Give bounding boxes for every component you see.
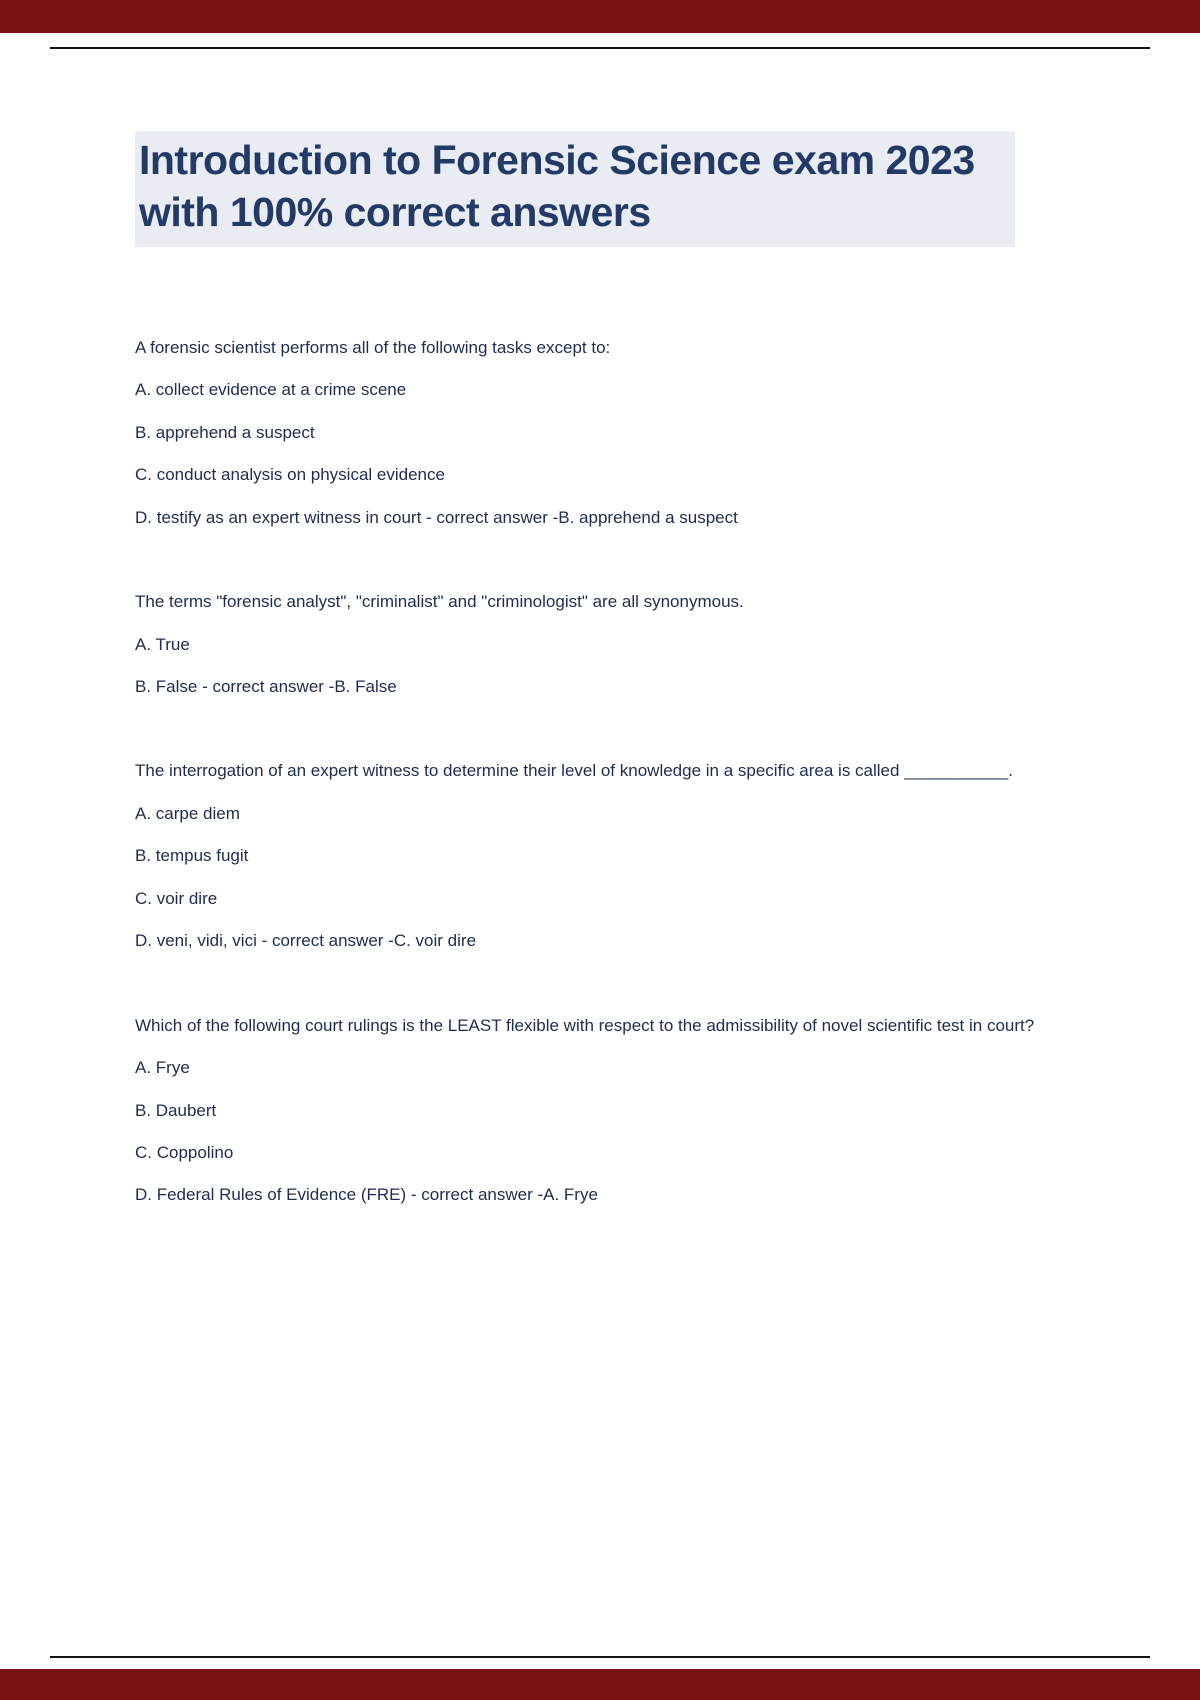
answer-option: B. tempus fugit — [135, 846, 249, 866]
answer-option: D. Federal Rules of Evidence (FRE) - correct answer -A. Frye — [135, 1185, 598, 1205]
question-prompt: Which of the following court rulings is the LEAST flexible with respect to the admissibility of novel scientific test in court? — [135, 1015, 1035, 1035]
answer-option: C. Coppolino — [135, 1142, 234, 1162]
top-accent-bar — [0, 0, 1200, 33]
answer-option: A. True — [135, 634, 190, 654]
question-block — [135, 591, 1070, 698]
question-prompt: The interrogation of an expert witness to determine their level of knowledge in a specific area is called ___________. — [135, 761, 1013, 781]
answer-option: C. voir dire — [135, 888, 218, 908]
answer-option: C. conduct analysis on physical evidence — [135, 465, 445, 485]
answer-option: A. Frye — [135, 1058, 190, 1078]
document-title: Introduction to Forensic Science exam 2023 with 100% correct answers — [135, 131, 1015, 247]
question-block — [135, 1015, 1070, 1207]
answer-option: D. testify as an expert witness in court - correct answer -B. apprehend a suspect — [135, 507, 738, 527]
answer-option: D. veni, vidi, vici - correct answer -C. voir dire — [135, 931, 477, 951]
questions-list — [135, 337, 1070, 1207]
answer-option: B. Daubert — [135, 1100, 217, 1120]
bottom-accent-bar — [0, 1669, 1200, 1700]
answer-option: A. carpe diem — [135, 803, 240, 823]
document-content — [135, 131, 1070, 1207]
answer-option: B. False - correct answer -B. False — [135, 677, 397, 696]
question-prompt: The terms "forensic analyst", "criminalist" and "criminologist" are all synonymous. — [135, 592, 744, 612]
header-rule — [50, 47, 1150, 49]
footer-rule — [50, 1656, 1150, 1658]
question-block — [135, 760, 1070, 952]
answer-option: A. collect evidence at a crime scene — [135, 380, 407, 400]
answer-option: B. apprehend a suspect — [135, 422, 315, 442]
question-prompt: A forensic scientist performs all of the following tasks except to: — [135, 337, 611, 357]
question-block — [135, 337, 1070, 529]
